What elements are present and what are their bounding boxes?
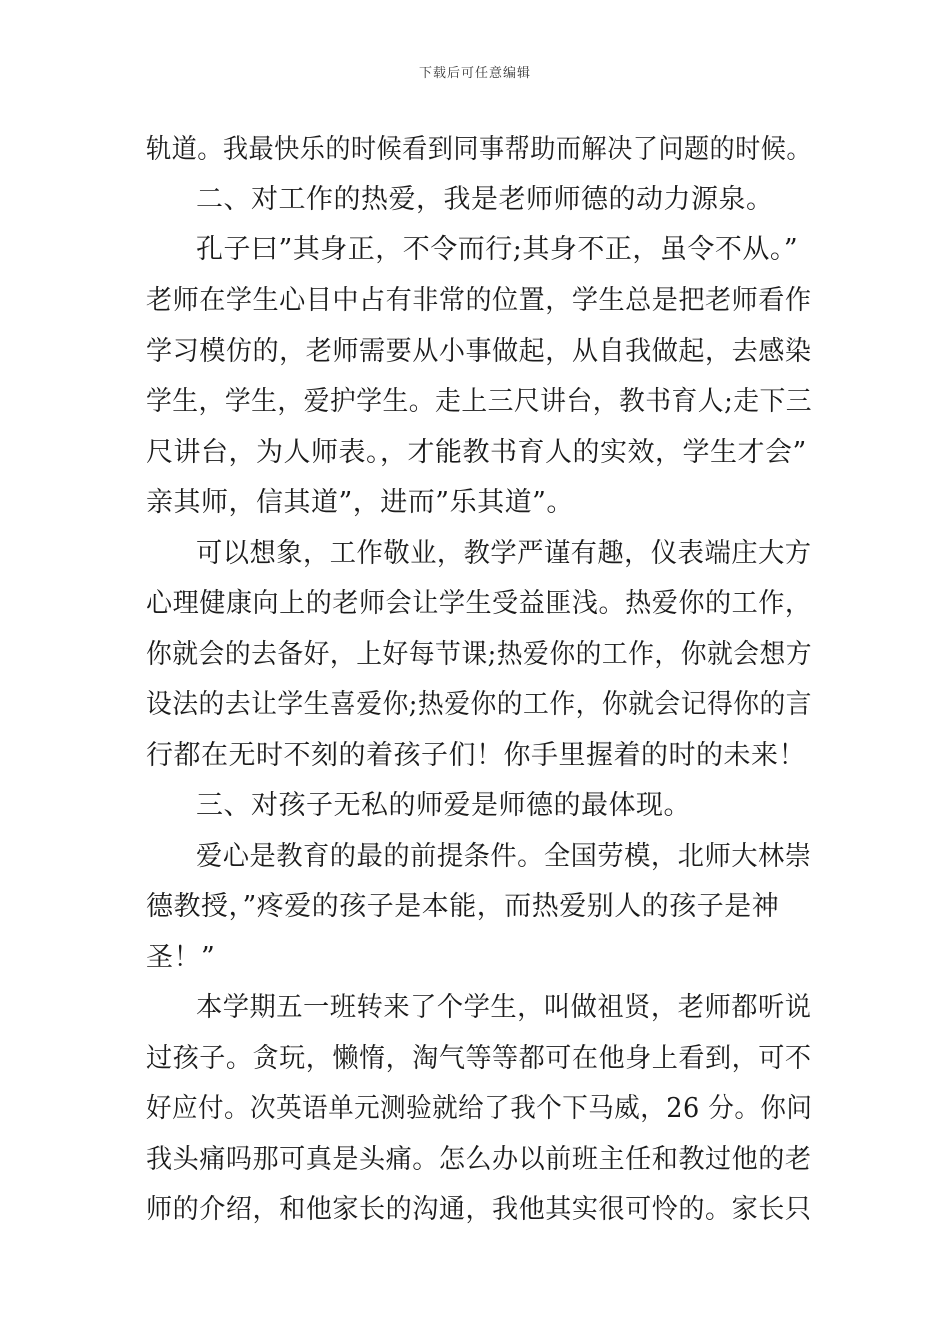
text-line: 可以想象，工作敬业，教学严谨有趣，仪表端庄大方 [196, 538, 812, 569]
text-line: 师的介绍，和他家长的沟通，我他其实很可怜的。家长只 [146, 1194, 812, 1225]
page-header: 下载后可任意编辑 [418, 66, 531, 81]
text-line: 亲其师，信其道”，进而”乐其道”。 [146, 487, 574, 518]
text-line: 设法的去让学生喜爱你;热爱你的工作，你就会记得你的言 [146, 689, 813, 720]
text-line: 过孩子。贪玩，懒惰，淘气等等都可在他身上看到，可不 [146, 1043, 812, 1074]
text-line: 学生，学生，爱护学生。走上三尺讲台，教书育人;走下三 [146, 386, 813, 417]
text-line: 本学期五一班转来了个学生，叫做祖贤，老师都听说 [196, 992, 812, 1023]
text-line: 学习模仿的，老师需要从小事做起，从自我做起，去感染 [146, 336, 812, 367]
text-line: 孔子曰”其身正，不令而行;其身不正，虽令不从。” [196, 234, 799, 265]
text-line: 我头痛吗那可真是头痛。怎么办以前班主任和教过他的老 [146, 1144, 812, 1175]
text-line: 行都在无时不刻的着孩子们！你手里握着的时的未来！ [146, 740, 806, 771]
text-line: 好应付。次英语单元测验就给了我个下马威，26 分。你问 [146, 1093, 813, 1124]
text-line: 心理健康向上的老师会让学生受益匪浅。热爱你的工作， [146, 588, 812, 619]
section-heading: 三、对孩子无私的师爱是师德的最体现。 [196, 790, 691, 821]
text-line: 老师在学生心目中占有非常的位置，学生总是把老师看作 [146, 285, 812, 316]
text-line: 德教授，”疼爱的孩子是本能，而热爱别人的孩子是神 [146, 891, 780, 922]
text-line: 尺讲台，为人师表。，才能教书育人的实效，学生才会” [146, 437, 807, 468]
text-line: 你就会的去备好，上好每节课;热爱你的工作，你就会想方 [146, 639, 813, 670]
section-heading: 二、对工作的热爱，我是老师师德的动力源泉。 [196, 184, 774, 215]
text-line: 爱心是教育的最的前提条件。全国劳模，北师大林崇 [196, 841, 812, 872]
text-line: 轨道。我最快乐的时候看到同事帮助而解决了问题的时候。 [146, 134, 813, 165]
text-line: 圣！” [146, 942, 216, 973]
